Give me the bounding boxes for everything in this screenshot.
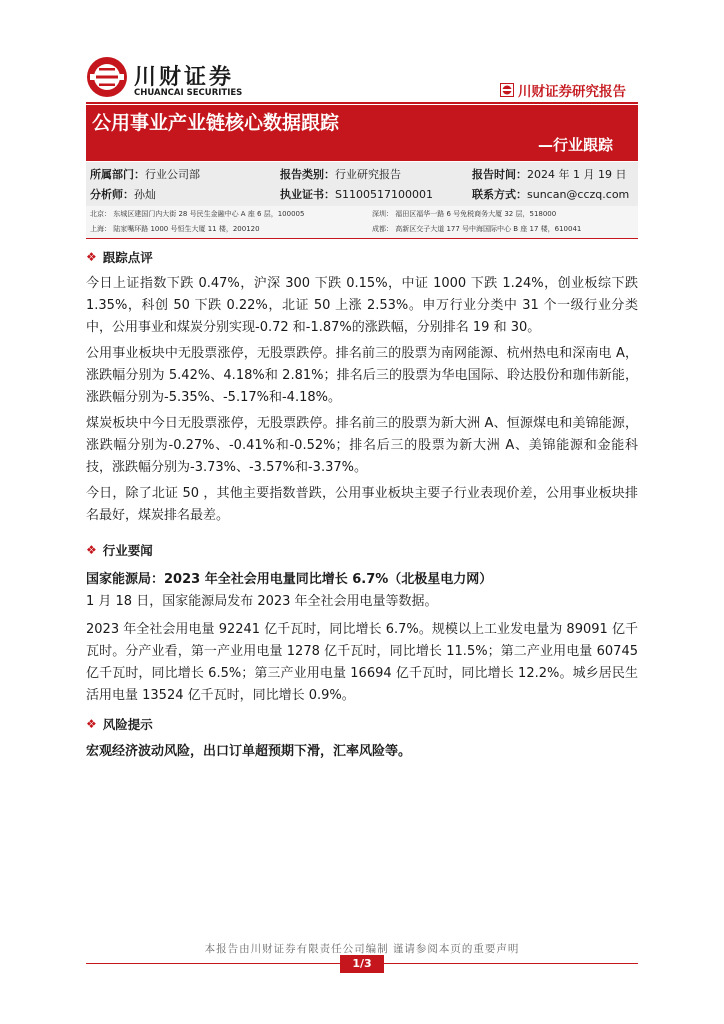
- review-paragraph-4: 今日，除了北证 50 ，其他主要指数普跌，公用事业板块主要子行业表现价差，公用事业板块排名最好，煤炭排名最差。: [86, 486, 638, 523]
- section-review-heading: [86, 248, 153, 266]
- analyst-field: [90, 186, 156, 202]
- address-chengdu: 成都： 高新区交子大道 177 号中海国际中心 B 座 17 楼，610041: [372, 225, 582, 233]
- address-shenzhen: 深圳： 福田区福华一路 6 号免税商务大厦 32 层，518000: [372, 210, 557, 218]
- address-beijing: 北京： 东城区建国门内大街 28 号民生金融中心 A 座 6 层，100005: [90, 210, 305, 218]
- report-tag: [500, 80, 626, 100]
- brand-name-cn: 川财证券: [134, 65, 235, 90]
- time-label: 报告时间：: [472, 168, 527, 181]
- cert-label: 执业证书：: [280, 188, 335, 201]
- type-value: 行业研究报告: [335, 168, 401, 181]
- report-tag-label: 川财证券研究报告: [518, 84, 626, 100]
- office-addresses: [86, 206, 638, 239]
- section-risk-heading: [86, 715, 153, 733]
- analyst-label: 分析师：: [90, 188, 134, 201]
- analyst-value: 孙灿: [134, 188, 156, 201]
- type-field: [280, 166, 401, 182]
- brand-name-en: CHUANCAI SECURITIES: [134, 88, 243, 98]
- address-shanghai: 上海： 陆家嘴环路 1000 号恒生大厦 11 楼，200120: [90, 225, 260, 233]
- review-paragraph-1: 今日上证指数下跌 0.47%，沪深 300 下跌 0.15%，中证 1000 下跌 1.24%，创业板综下跌 1.35%，科创 50 下跌 0.22%，北证 50 上涨 2.53%。申万行业分类中 31 个一级行业分类中，公用事业和煤炭分别实现-0.72 和-1.87%的涨跌幅，分别排名 19 和 30。: [86, 276, 638, 335]
- diamond-bullet-icon: ❖: [86, 717, 97, 731]
- report-title: 公用事业产业链核心数据跟踪: [92, 112, 340, 134]
- report-meta: [86, 162, 638, 207]
- footer-disclaimer: 本报告由川财证券有限责任公司编制 谨请参阅本页的重要声明: [204, 943, 520, 955]
- time-field: [472, 166, 626, 182]
- contact-field: [472, 186, 629, 202]
- news-headline: 国家能源局：2023 年全社会用电量同比增长 6.7%（北极星电力网）: [86, 572, 493, 587]
- contact-label: 联系方式：: [472, 188, 527, 201]
- dept-field: [90, 166, 200, 182]
- cert-field: [280, 186, 433, 202]
- diamond-bullet-icon: ❖: [86, 250, 97, 264]
- news-paragraph-2: 2023 年全社会用电量 92241 亿千瓦时，同比增长 6.7%。规模以上工业发电量为 89091 亿千瓦时。分产业看，第一产业用电量 1278 亿千瓦时，同比增长 11.5%；第二产业用电量 60745 亿千瓦时，同比增长 6.5%；第三产业用电量 16694 亿千瓦时，同比增长 12.2%。城乡居民生活用电量 13524 亿千瓦时，同比增长 0.9%。: [86, 622, 638, 703]
- news-paragraph-1: 1 月 18 日，国家能源局发布 2023 年全社会用电量等数据。: [86, 594, 438, 609]
- section-review-title: 跟踪点评: [102, 250, 153, 265]
- diamond-bullet-icon: ❖: [86, 543, 97, 557]
- review-paragraph-2: 公用事业板块中无股票涨停，无股票跌停。排名前三的股票为南网能源、杭州热电和深南电 A，涨跌幅分别为 5.42%、4.18%和 2.81%；排名后三的股票为华电国际、聆达股份和珈伟新能，涨跌幅分别为-5.35%、-5.17%和-4.18%。: [86, 346, 638, 405]
- section-news-title: 行业要闻: [102, 543, 153, 558]
- header-rule: [86, 102, 638, 104]
- section-risk-title: 风险提示: [102, 717, 153, 732]
- risk-text: 宏观经济波动风险，出口订单超预期下滑，汇率风险等。: [86, 744, 412, 759]
- section-news-heading: [86, 541, 153, 559]
- report-subtitle: —行业跟踪: [538, 136, 614, 154]
- brand-mini-icon: [500, 83, 514, 97]
- dept-label: 所属部门：: [90, 168, 145, 181]
- time-value: 2024 年 1 月 19 日: [527, 168, 627, 181]
- cert-value: S1100517100001: [335, 188, 433, 201]
- page-number: 1/3: [340, 955, 384, 973]
- chuancai-logo: [86, 56, 128, 98]
- dept-value: 行业公司部: [145, 168, 200, 181]
- contact-value[interactable]: suncan@cczq.com: [527, 188, 630, 201]
- review-paragraph-3: 煤炭板块中今日无股票涨停，无股票跌停。排名前三的股票为新大洲 A、恒源煤电和美锦能源，涨跌幅分别为-0.27%、-0.41%和-0.52%；排名后三的股票为新大洲 A、美锦能源和金能科技，涨跌幅分别为-3.73%、-3.57%和-3.37%。: [86, 416, 638, 475]
- type-label: 报告类别：: [280, 168, 335, 181]
